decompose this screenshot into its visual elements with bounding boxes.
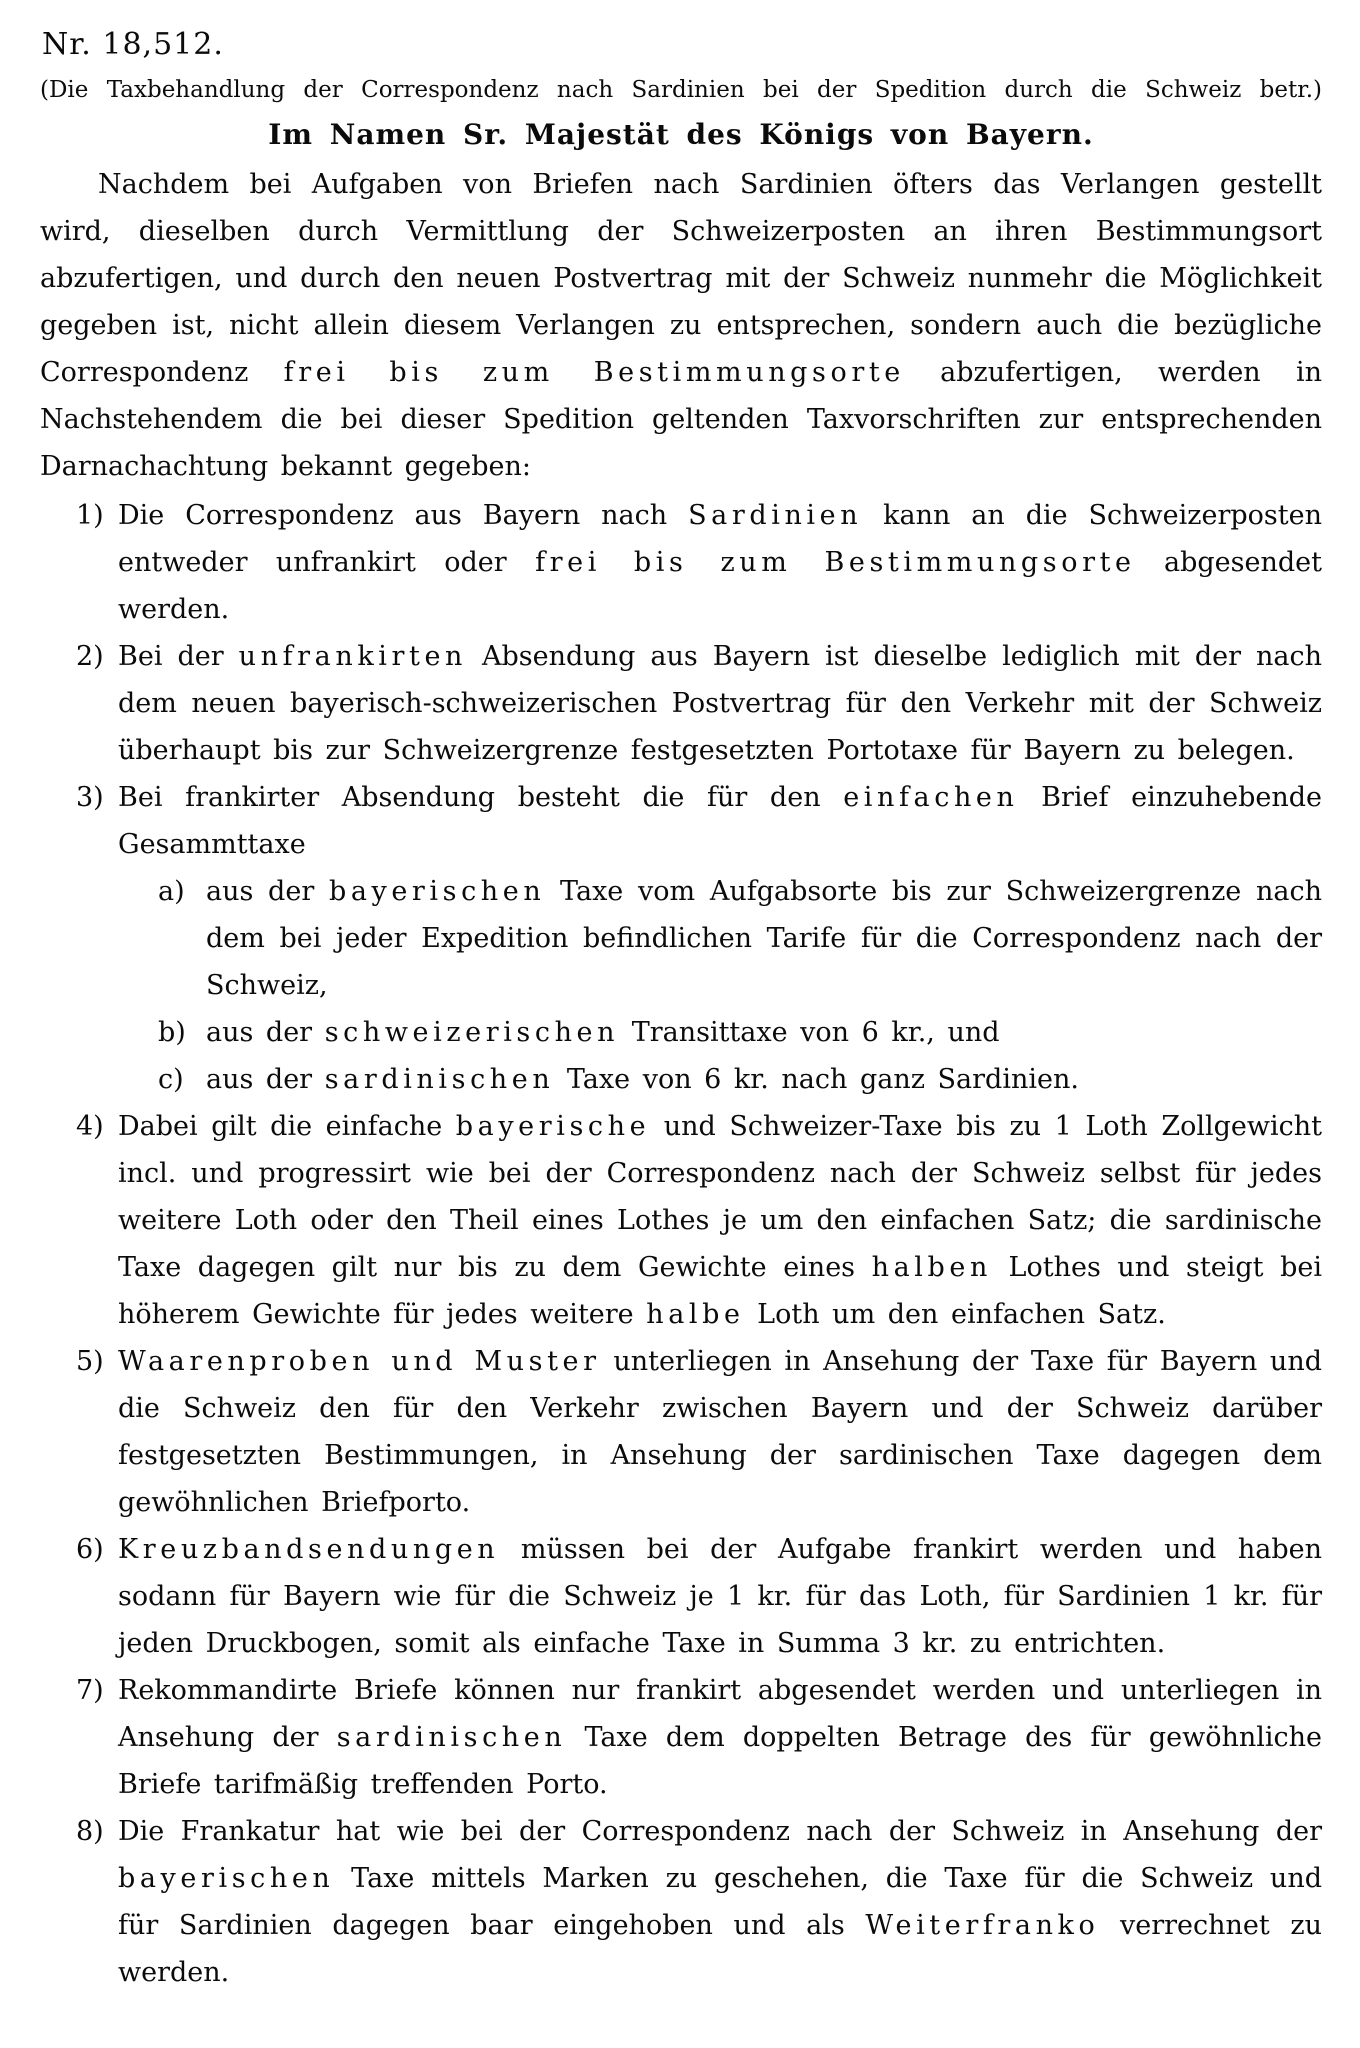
text-segment: Bei frankirter Absendung besteht die für den: [118, 782, 844, 813]
emphasized-text: sardinischen: [336, 1722, 567, 1753]
text-segment: Loth um den einfachen Satz.: [744, 1299, 1166, 1330]
royal-heading: Im Namen Sr. Majestät des Königs von Bayern.: [268, 118, 1094, 151]
text-segment: Dabei gilt die einfache: [118, 1111, 456, 1142]
sub-item-text: [206, 868, 1322, 1009]
text-segment: Die Correspondenz aus Bayern nach: [118, 500, 689, 531]
text-segment: unterliegen in Ansehung der Taxe für Bayern und die Schweiz den für den Verkehr zwischen Bayern und der Schweiz darüber festgesetzten Bestimmungen, in Ansehung der sardinischen Taxe dagegen dem gewöhnlichen Briefporto.: [118, 1346, 1322, 1518]
text-segment: Absendung aus Bayern ist dieselbe lediglich mit der nach dem neuen bayerisch-schweizerischen Postvertrag für den Verkehr mit der Schweiz überhaupt bis zur Schweizergrenze festgesetzten Portotaxe für Bayern zu belegen.: [118, 641, 1322, 766]
intro-paragraph: [40, 161, 1322, 490]
sub-item: [118, 1009, 1322, 1056]
item-number: 8): [76, 1816, 104, 1847]
provisions-list: [40, 492, 1322, 1996]
sub-items: [118, 868, 1322, 1103]
sub-item-text: [206, 1056, 1322, 1103]
item-text: [118, 1667, 1322, 1808]
item-number: 1): [76, 500, 104, 531]
document-number: Nr. 18,512.: [42, 27, 224, 62]
text-segment: kann an die Schweizerposten entweder unfrankirt oder: [118, 500, 1322, 578]
text-segment: verrechnet zu werden.: [118, 1910, 1322, 1988]
item-number: 2): [76, 641, 104, 672]
emphasized-text: unfrankirten: [238, 641, 467, 672]
item-number: 7): [76, 1675, 104, 1706]
emphasized-text: bayerischen: [118, 1863, 335, 1894]
item-text: [118, 1103, 1322, 1338]
text-segment: Taxe mittels Marken zu geschehen, die Taxe für die Schweiz und für Sardinien dagegen baar eingehoben und als: [118, 1863, 1322, 1941]
sub-item-label: b): [158, 1017, 186, 1048]
list-item: [40, 1667, 1322, 1808]
text-segment: und Schweizer-Taxe bis zu 1 Loth Zollgewicht incl. und progressirt wie bei der Correspondenz nach der Schweiz selbst für jedes weitere Loth oder den Theil eines Lothes je um den einfachen Satz; die sardinische Taxe dagegen gilt nur bis zu dem Gewichte eines: [118, 1111, 1322, 1283]
list-item: [40, 633, 1322, 774]
emphasized-text: Waarenproben und Muster: [118, 1346, 601, 1377]
item-text: [118, 492, 1322, 633]
list-item: [40, 774, 1322, 1103]
text-segment: aus der: [206, 1064, 325, 1095]
emphasized-text: Weiterfranko: [865, 1910, 1100, 1941]
text-segment: abzufertigen, werden in Nachstehendem die bei dieser Spedition geltenden Taxvorschriften zur entsprechenden Darnachachtung bekannt gegeben:: [40, 357, 1323, 482]
emphasized-text: halbe: [646, 1299, 745, 1330]
text-segment: aus der: [206, 1017, 325, 1048]
list-item: [40, 492, 1322, 633]
emphasized-text: frei bis zum Bestimmungsorte: [535, 547, 1136, 578]
sub-item: [118, 1056, 1322, 1103]
list-item: [40, 1808, 1322, 1996]
emphasized-text: halben: [871, 1252, 992, 1283]
text-segment: Taxe vom Aufgabsorte bis zur Schweizergrenze nach dem bei jeder Expedition befindlichen Tarife für die Correspondenz nach der Schweiz,: [206, 876, 1322, 1001]
text-segment: Rekommandirte Briefe können nur frankirt abgesendet werden und unterliegen in Ansehung der: [118, 1675, 1322, 1753]
emphasized-text: bayerischen: [328, 876, 546, 907]
item-text: [118, 633, 1322, 774]
text-segment: Lothes und steigt bei höherem Gewichte für jedes weitere: [118, 1252, 1322, 1330]
emphasized-text: sardinischen: [324, 1064, 555, 1095]
item-number: 4): [76, 1111, 104, 1142]
item-number: 3): [76, 782, 104, 813]
sub-item-text: [206, 1009, 1322, 1056]
text-segment: Taxe von 6 kr. nach ganz Sardinien.: [554, 1064, 1079, 1095]
text-segment: müssen bei der Aufgabe frankirt werden und haben sodann für Bayern wie für die Schweiz je 1 kr. für das Loth, für Sardinien 1 kr. für jeden Druckbogen, somit als einfache Taxe in Summa 3 kr. zu entrichten.: [118, 1534, 1322, 1659]
list-item: [40, 1526, 1322, 1667]
list-item: [40, 1103, 1322, 1338]
sub-item-label: a): [158, 876, 185, 907]
emphasized-text: einfachen: [843, 782, 1019, 813]
text-segment: Bei der: [118, 641, 239, 672]
item-number: 6): [76, 1534, 104, 1565]
emphasized-text: frei bis zum Bestimmungsorte: [283, 357, 905, 388]
emphasized-text: bayerische: [455, 1111, 651, 1142]
sub-item: [118, 868, 1322, 1009]
text-segment: Transittaxe von 6 kr., und: [619, 1017, 1000, 1048]
text-segment: abgesendet werden.: [118, 547, 1322, 625]
item-text: [118, 1526, 1322, 1667]
item-text: [118, 774, 1322, 868]
emphasized-text: Sardinien: [688, 500, 863, 531]
sub-item-label: c): [158, 1064, 184, 1095]
item-text: [118, 1808, 1322, 1996]
list-item: [40, 1338, 1322, 1526]
emphasized-text: schweizerischen: [324, 1017, 620, 1048]
text-segment: Die Frankatur hat wie bei der Correspondenz nach der Schweiz in Ansehung der: [118, 1816, 1322, 1847]
emphasized-text: Kreuzbandsendungen: [118, 1534, 500, 1565]
text-segment: aus der: [206, 876, 329, 907]
subject-line: (Die Taxbehandlung der Correspondenz nach Sardinien bei der Spedition durch die Schweiz betr.): [40, 77, 1322, 103]
text-segment: Nachdem bei Aufgaben von Briefen nach Sardinien öfters das Verlangen gestellt wird, dieselben durch Vermittlung der Schweizerposten an ihren Bestimmungsort abzufertigen, und durch den neuen Postvertrag mit der Schweiz nunmehr die Möglichkeit gegeben ist, nicht allein diesem Verlangen zu entsprechen, sondern auch die bezügliche Correspondenz: [40, 169, 1322, 388]
item-number: 5): [76, 1346, 104, 1377]
text-segment: Taxe dem doppelten Betrage des für gewöhnliche Briefe tarifmäßig treffenden Porto.: [118, 1722, 1323, 1800]
item-text: [118, 1338, 1322, 1526]
text-segment: Brief einzuhebende Gesammttaxe: [118, 782, 1322, 860]
